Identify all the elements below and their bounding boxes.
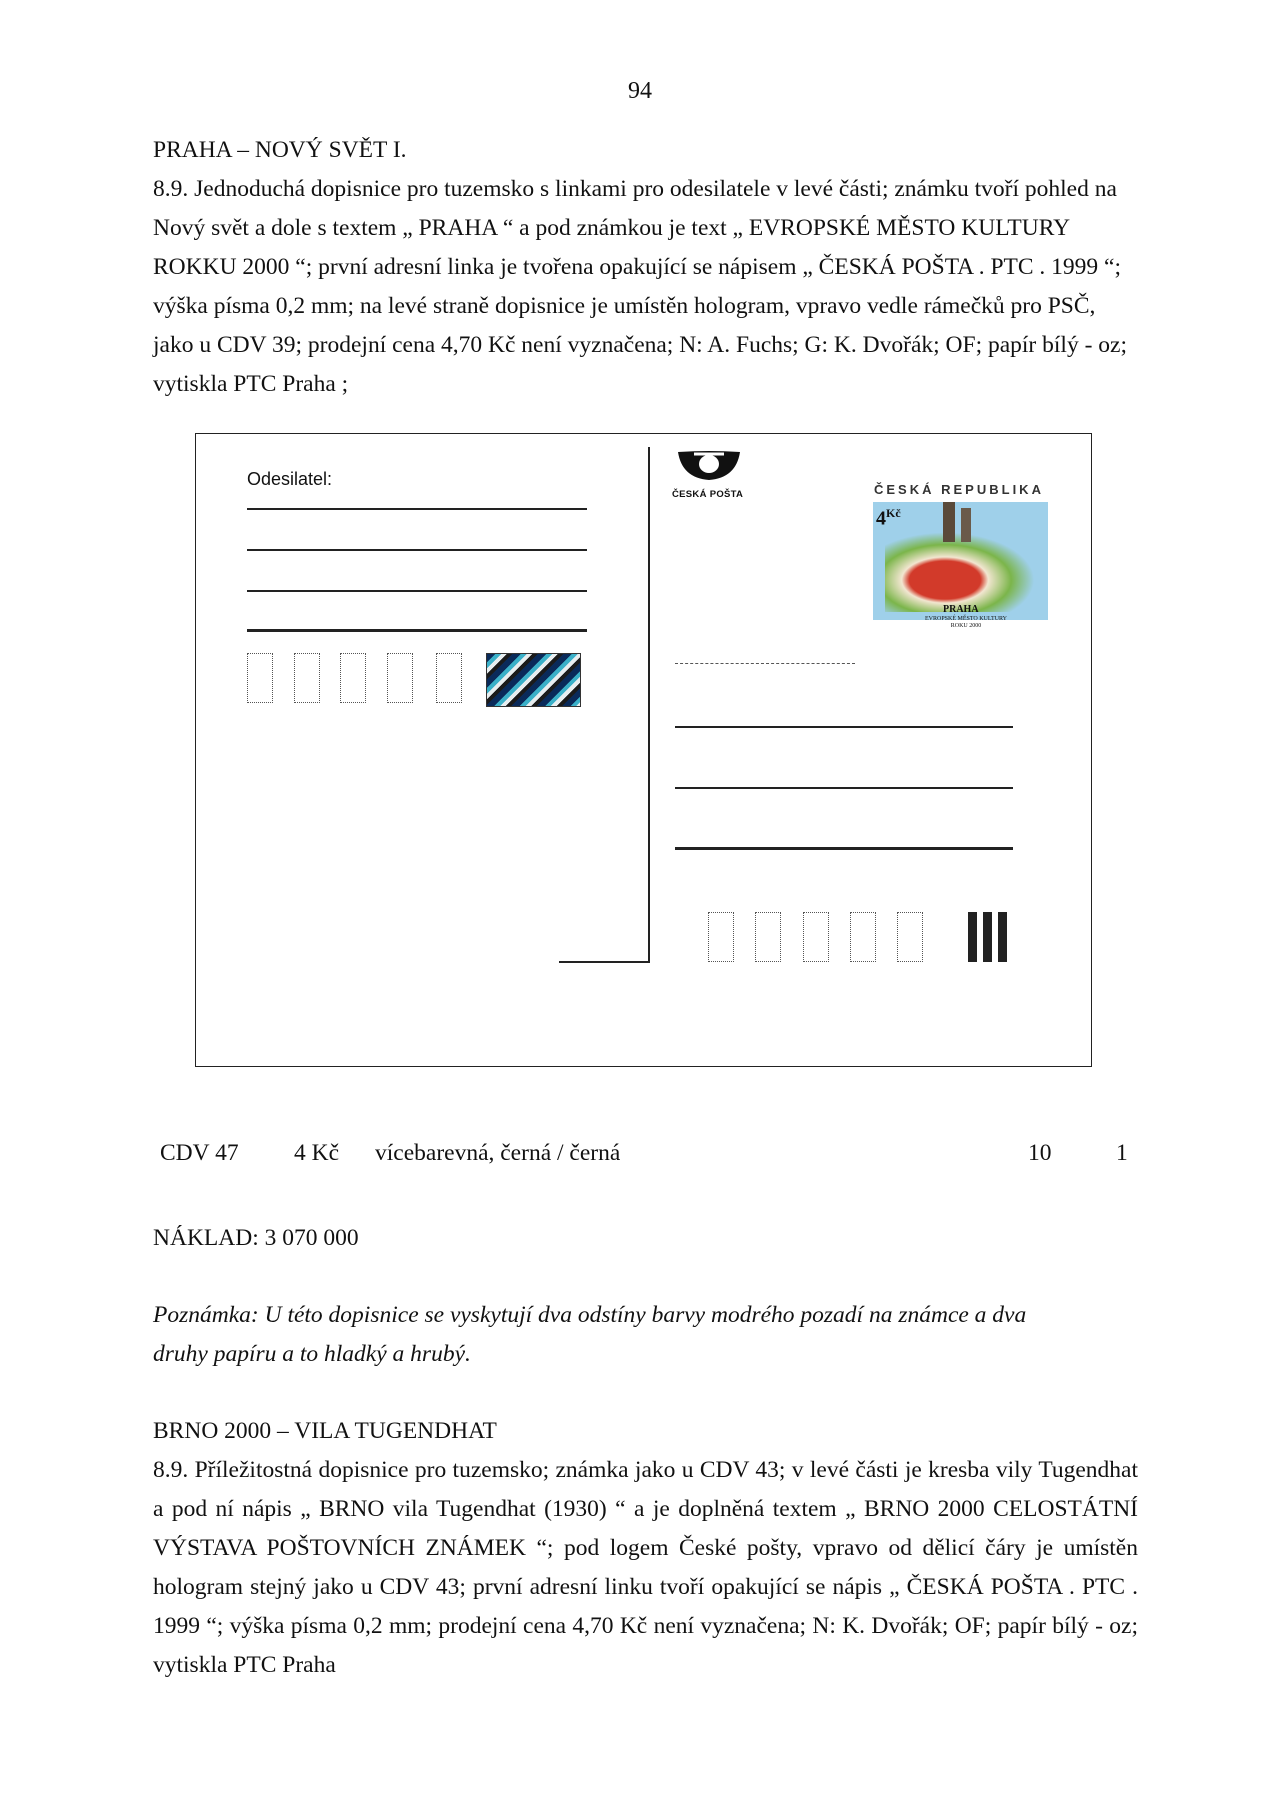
postcard-image — [195, 433, 1092, 1067]
sender-line — [247, 590, 587, 592]
catalog-row — [160, 1140, 1150, 1180]
sender-line — [247, 549, 587, 551]
section-body: 8.9. Jednoduchá dopisnice pro tuzemsko s linkami pro odesilatele v levé části; známku tvoří pohled na Nový svět a dole s textem „ PRAHA “ a pod známkou je text „ EVROPSKÉ MĚSTO KULTURY ROKKU 2000 “; první adresní linka je tvořena opakující se nápisem „ ČESKÁ POŠTA . PTC . 1999 “; výška písma 0,2 mm; na levé straně dopisnice je umístěn hologram, vpravo vedle rámečků pro PSČ, jako u CDV 39; prodejní cena 4,70 Kč není vyznačena; N: A. Fuchs; G: K. Dvořák; OF; papír bílý - oz; vytiskla PTC Praha ; — [153, 176, 1127, 397]
sender-line — [247, 508, 587, 510]
bar-mark — [983, 912, 992, 962]
zip-box — [803, 912, 829, 962]
divider-foot — [559, 961, 650, 963]
zip-box — [436, 653, 462, 703]
naklad-text: NÁKLAD: 3 070 000 — [153, 1225, 359, 1251]
catalog-code: CDV 47 — [160, 1140, 239, 1166]
stamp-caption-2: ROKU 2000 — [950, 623, 982, 629]
stamp-value — [876, 506, 901, 531]
note-line-1: Poznámka: U této dopisnice se vyskytují dva odstíny barvy modrého pozadí na známce a dva — [153, 1302, 1027, 1328]
microtext-line — [675, 663, 855, 664]
stamp-caption-1: EVROPSKÉ MĚSTO KULTURY — [924, 616, 1007, 622]
address-line — [675, 726, 1013, 728]
sender-line — [247, 629, 587, 632]
address-line — [675, 847, 1013, 850]
bar-mark — [968, 912, 977, 962]
stamp-city: PRAHA — [943, 604, 979, 615]
page-number: 94 — [628, 78, 652, 104]
section-heading: BRNO 2000 – VILA TUGENDHAT — [153, 1418, 497, 1444]
catalog-price-2: 1 — [1116, 1140, 1128, 1166]
zip-box — [247, 653, 273, 703]
zip-box — [340, 653, 366, 703]
naklad — [153, 1219, 1138, 1258]
zip-box — [897, 912, 923, 962]
section-heading: PRAHA – NOVÝ SVĚT I. — [153, 137, 407, 163]
stamp — [873, 482, 1048, 634]
zip-box — [708, 912, 734, 962]
zip-box — [387, 653, 413, 703]
stamp-country: ČESKÁ REPUBLIKA — [874, 482, 1044, 497]
bar-mark — [998, 912, 1007, 962]
divider-line — [648, 447, 650, 963]
stamp-value-number: 4 — [876, 507, 886, 530]
section-praha — [153, 131, 1138, 404]
zip-box — [294, 653, 320, 703]
catalog-price-1: 10 — [1028, 1140, 1052, 1166]
section-body: 8.9. Příležitostná dopisnice pro tuzemsko; známka jako u CDV 43; v levé části je kresba vily Tugendhat a pod ní nápis „ BRNO vila Tugendhat (1930) “ a je doplněná textem „ BRNO 2000 CELOSTÁTNÍ VÝSTAVA POŠTOVNÍCH ZNÁMEK “; pod logem České pošty, vpravo od dělicí čáry je umístěn hologram stejný jako u CDV 43; první adresní linku tvoří opakující se nápis „ ČESKÁ POŠTA . PTC . 1999 “; výška písma 0,2 mm; prodejní cena 4,70 Kč není vyznačena; N: K. Dvořák; OF; papír bílý - oz; vytiskla PTC Praha — [153, 1457, 1138, 1678]
ceska-posta-logo-icon — [674, 448, 744, 484]
zip-box — [850, 912, 876, 962]
note-line-2: druhy papíru a to hladký a hrubý. — [153, 1341, 471, 1367]
hologram-image — [486, 653, 581, 707]
catalog-value: 4 Kč — [294, 1140, 340, 1166]
post-logo-text: ČESKÁ POŠTA — [672, 489, 744, 500]
note — [153, 1296, 1138, 1374]
section-brno — [153, 1412, 1138, 1685]
sender-label: Odesilatel: — [247, 469, 333, 489]
catalog-colors: vícebarevná, černá / černá — [375, 1140, 621, 1166]
zip-box — [755, 912, 781, 962]
address-line — [675, 787, 1013, 789]
stamp-currency: Kč — [886, 506, 901, 520]
